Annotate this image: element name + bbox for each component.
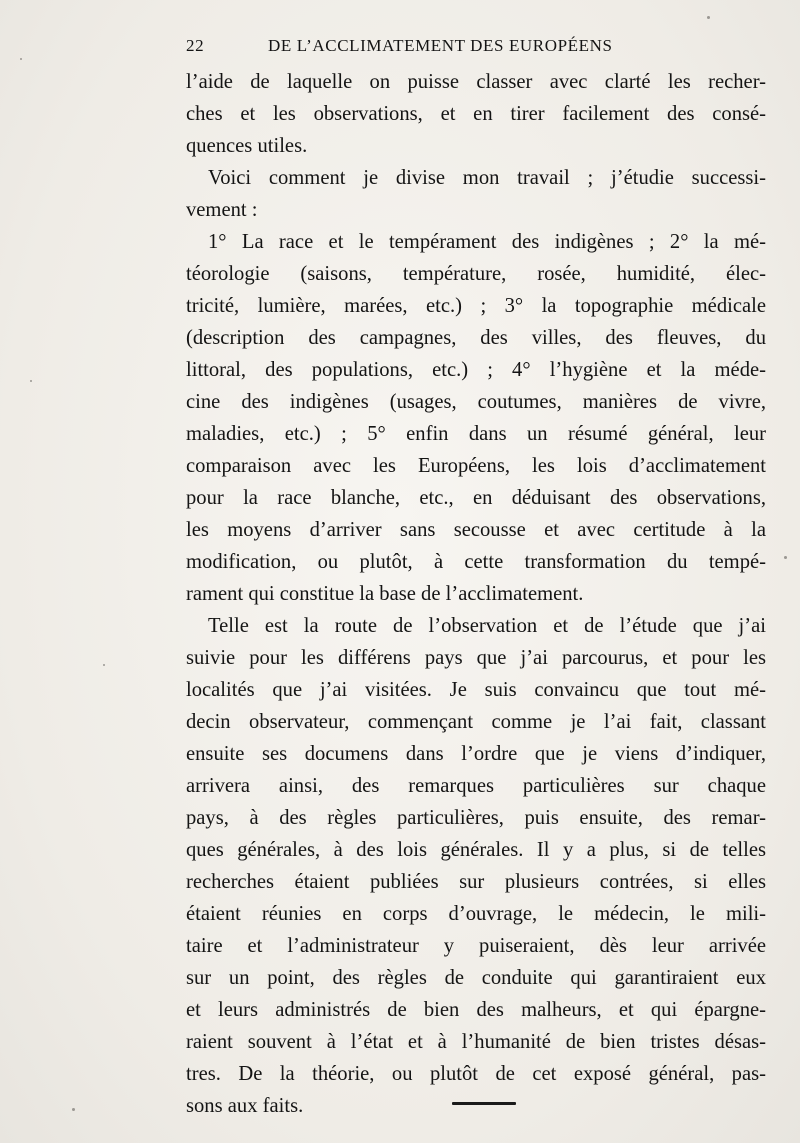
text-line: sur un point, des règles de conduite qui garantiraient eux: [186, 967, 766, 989]
paper-speck: [30, 380, 32, 382]
text-line: arrivera ainsi, des remarques particulières sur chaque: [186, 775, 766, 797]
page-number: 22: [186, 36, 205, 55]
text-line: rament qui constitue la base de l’acclimatement.: [186, 583, 584, 605]
text-line: ensuite ses documens dans l’ordre que je viens d’indiquer,: [186, 743, 766, 765]
text-line: Telle est la route de l’observation et de l’étude que j’ai: [208, 615, 766, 637]
text-line: raient souvent à l’état et à l’humanité de bien tristes désas-: [186, 1031, 766, 1053]
paper-speck: [707, 16, 710, 19]
text-line: quences utiles.: [186, 135, 308, 157]
paragraph-3: [186, 226, 766, 610]
end-rule: [452, 1102, 516, 1105]
paper-speck: [103, 664, 105, 666]
paragraph-4: [186, 610, 766, 1122]
paper-speck: [784, 556, 787, 559]
text-line: modification, ou plutôt, à cette transformation du tempé-: [186, 551, 766, 573]
paper-speck: [20, 58, 22, 60]
text-line: localités que j’ai visitées. Je suis convaincu que tout mé-: [186, 679, 766, 701]
text-line: tricité, lumière, marées, etc.) ; 3° la topographie médicale: [186, 295, 766, 317]
text-line: cine des indigènes (usages, coutumes, manières de vivre,: [186, 391, 766, 413]
text-line: 1° La race et le tempérament des indigènes ; 2° la mé-: [208, 231, 766, 253]
text-line: pays, à des règles particulières, puis ensuite, des remar-: [186, 807, 766, 829]
text-line: recherches étaient publiées sur plusieurs contrées, si elles: [186, 871, 766, 893]
text-line: suivie pour les différens pays que j’ai parcourus, et pour les: [186, 647, 766, 669]
text-line: taire et l’administrateur y puiseraient, dès leur arrivée: [186, 935, 766, 957]
running-head-title: DE L’ACCLIMATEMENT DES EUROPÉENS: [268, 36, 613, 55]
paper-speck: [72, 1108, 75, 1111]
text-line: comparaison avec les Européens, les lois d’acclimatement: [186, 455, 766, 477]
text-line: ques générales, à des lois générales. Il y a plus, si de telles: [186, 839, 766, 861]
text-line: et leurs administrés de bien des malheurs, et qui épargne-: [186, 999, 766, 1021]
text-line: tres. De la théorie, ou plutôt de cet exposé général, pas-: [186, 1063, 766, 1085]
text-line: étaient réunies en corps d’ouvrage, le médecin, le mili-: [186, 903, 766, 925]
text-line: littoral, des populations, etc.) ; 4° l’hygiène et la méde-: [186, 359, 766, 381]
text-line: les moyens d’arriver sans secousse et avec certitude à la: [186, 519, 766, 541]
text-line: ches et les observations, et en tirer facilement des consé-: [186, 103, 766, 125]
text-line: pour la race blanche, etc., en déduisant des observations,: [186, 487, 766, 509]
text-line: decin observateur, commençant comme je l’ai fait, classant: [186, 711, 766, 733]
text-line: vement :: [186, 199, 258, 221]
text-line: téorologie (saisons, température, rosée, humidité, élec-: [186, 263, 766, 285]
paragraph-1: [186, 66, 766, 162]
text-line: l’aide de laquelle on puisse classer avec clarté les recher-: [186, 71, 766, 93]
text-line: sons aux faits.: [186, 1095, 304, 1117]
running-head: [186, 36, 676, 62]
text-line: maladies, etc.) ; 5° enfin dans un résumé général, leur: [186, 423, 766, 445]
body-text: [186, 66, 766, 1122]
text-line: Voici comment je divise mon travail ; j’étudie successi-: [208, 167, 766, 189]
paragraph-2: [186, 162, 766, 226]
text-line: (description des campagnes, des villes, des fleuves, du: [186, 327, 766, 349]
